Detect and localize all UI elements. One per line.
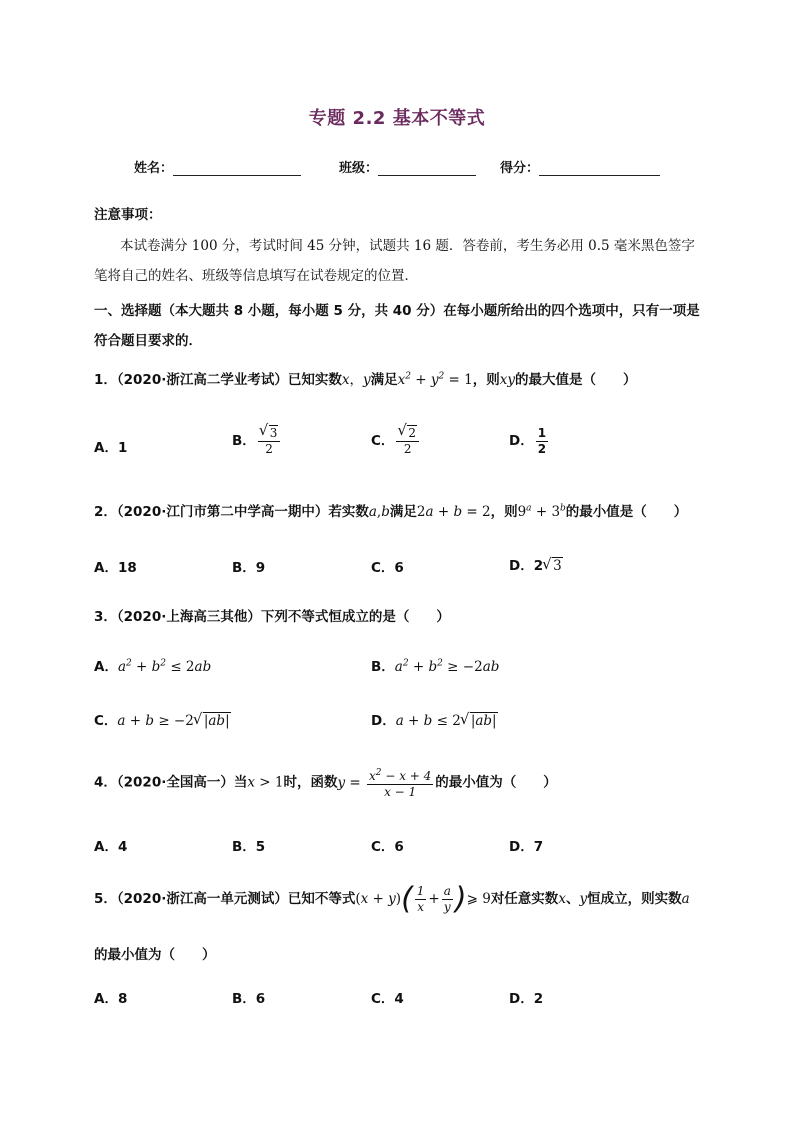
section-heading: 一、选择题（本大题共 8 小题，每小题 5 分，共 40 分）在每小题所给出的四个选项中，只有一项是符合题目要求的． [94,303,700,349]
q1-option-b[interactable]: B． √ $\frac{3}{2}$ [232,426,282,457]
q5-option-d[interactable]: D．2 [509,991,544,1007]
question-4: 4．（2020·全国高一）当x > 1时，函数y = $\frac{x^2 - x + 4}{x - 1}$ 的最小值为（ ） [94,768,557,799]
math-expr: $x^2 + y^2 = 1$ [397,371,473,388]
math-expr: a + b ≤ 2√ |ab| [396,713,498,729]
score-label: 得分： [500,161,540,176]
question-5: 5．（2020·浙江高一单元测试）已知不等式(x + y)( $\frac{1}{x}$ + $\frac{a}{y}$ )⩾ 9对任意实数x、y恒成立，则实数a [94,881,690,917]
notice-heading: 注意事项： [94,207,162,223]
q3-option-c[interactable]: C．a + b ≥ −2√ |ab| [94,709,231,729]
q3-option-b[interactable]: B．$a^2 + b^2 \ge -2ab$ [371,658,500,675]
math-expr: $a^2 + b^2 \ge -2ab$ [394,658,500,675]
math-expr: √ $\frac{2}{2}$ [396,426,419,457]
score-field [500,157,660,176]
question-5-line2: 的最小值为（ ） [94,947,216,963]
question-3: 3．（2020·上海高三其他）下列不等式恒成立的是（ ） [94,609,450,625]
math-expr: xy [499,372,515,388]
question-2: 2．（2020·江门市第二中学高一期中）若实数a,b满足2a + b = 2，则$9^a + 3^b$的最小值是（ ） [94,503,688,520]
q2-option-c[interactable]: C．6 [371,560,404,576]
q2-option-a[interactable]: A．18 [94,560,137,576]
name-field [134,157,301,176]
q4-option-d[interactable]: D．7 [509,839,544,855]
math-expr: 2a + b = 2 [416,504,491,520]
q3-option-a[interactable]: A．$a^2 + b^2 \le 2ab$ [94,658,212,675]
math-expr: x [341,372,350,388]
math-expr: √ 3 [543,558,563,574]
class-label: 班级： [339,161,379,176]
page-title: 专题 2.2 基本不等式 [308,108,486,129]
q4-option-c[interactable]: C．6 [371,839,404,855]
q5-option-a[interactable]: A．8 [94,991,128,1007]
q2-option-b[interactable]: B．9 [232,560,266,576]
q5-option-b[interactable]: B．6 [232,991,266,1007]
math-expr: (x + y)( $\frac{1}{x}$ + $\frac{a}{y}$ )⩾ 9 [355,881,491,917]
q3-option-d[interactable]: D．a + b ≤ 2√ |ab| [371,709,498,729]
q1-option-c[interactable]: C． √ $\frac{2}{2}$ [371,426,421,457]
q1-option-d[interactable]: D． $\frac{1}{2}$ [509,426,547,456]
q4-option-a[interactable]: A．4 [94,839,128,855]
math-expr: a [368,504,377,520]
q4-option-b[interactable]: B．5 [232,839,266,855]
math-expr: √ $\frac{3}{2}$ [258,426,281,457]
class-blank [378,161,476,176]
math-expr: x > 1 [247,774,284,791]
math-expr: $\frac{1}{2}$ [537,426,547,456]
question-1: 1．（2020·浙江高二学业考试）已知实数x，y满足$x^2 + y^2 = 1$，则xy的最大值是（ ） [94,371,637,388]
math-expr: y = $\frac{x^2 - x + 4}{x - 1}$ [337,768,432,799]
score-blank [539,161,660,176]
notice-body: 本试卷满分 100 分，考试时间 45 分钟，试题共 16 题．答卷前，考生务必用 0.5 毫米黑色签字笔将自己的姓名、班级等信息填写在试卷规定的位置． [94,238,695,284]
name-blank [173,161,301,176]
q1-option-a[interactable]: A．1 [94,440,128,456]
math-expr: a + b ≥ −2√ |ab| [117,713,230,729]
q5-option-c[interactable]: C．4 [371,991,404,1007]
name-label: 姓名： [134,161,174,176]
math-expr: $9^a + 3^b$ [517,503,566,520]
q2-option-d[interactable]: D．2√ 3 [509,554,563,574]
math-expr: $a^2 + b^2 \le 2ab$ [117,658,212,675]
class-field [339,157,476,176]
